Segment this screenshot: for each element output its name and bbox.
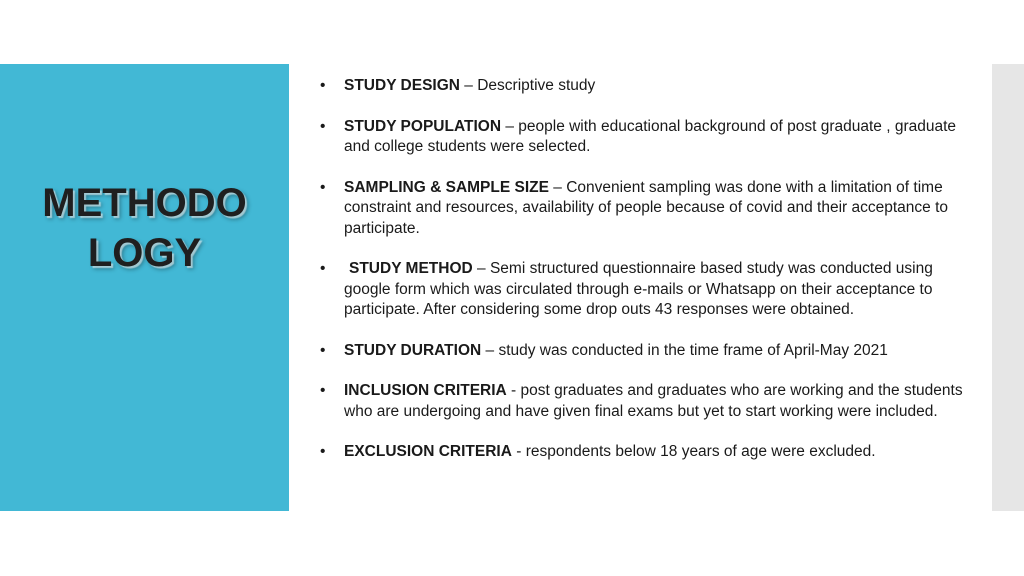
- slide-title-line-1: METHODO: [42, 181, 247, 225]
- slide-title: [0, 178, 289, 278]
- bullet-marker: •: [320, 117, 326, 135]
- bullet-text: people with educational background of post graduate , graduate and college students were selected.: [344, 117, 957, 155]
- bullet-term: SAMPLING & SAMPLE SIZE: [344, 178, 549, 196]
- bullet-sampling-sample-size: [320, 178, 975, 240]
- bullet-study-duration: [320, 341, 975, 362]
- bullet-study-design: [320, 76, 975, 97]
- bullet-term: STUDY DESIGN: [344, 77, 460, 94]
- bullet-text: study was conducted in the time frame of April-May 2021: [498, 341, 888, 359]
- bullet-separator: –: [472, 260, 490, 277]
- bullet-separator: -: [506, 382, 521, 399]
- bullet-separator: –: [548, 178, 567, 196]
- bullet-marker: •: [320, 382, 326, 399]
- bullet-marker: •: [320, 178, 326, 196]
- bullet-term: EXCLUSION CRITERIA: [344, 443, 512, 460]
- bullet-inclusion-criteria: [320, 381, 975, 422]
- bullet-separator: -: [511, 443, 526, 460]
- slide-title-line-2: LOGY: [87, 231, 202, 275]
- bullet-exclusion-criteria: [320, 442, 975, 463]
- bullet-text: Convenient sampling was done with a limitation of time constraint and resources, availability of people because of covid and their acceptance to participate.: [344, 178, 949, 237]
- bullet-text: Semi structured questionnaire based study was conducted using google form which was circulated through e-mails or Whatsapp on their acceptance to participate. After considering some drop outs 43 responses were obtained.: [344, 260, 933, 318]
- bullet-study-population: [320, 117, 975, 158]
- bullet-separator: –: [481, 341, 499, 359]
- bullet-text: Descriptive study: [477, 77, 596, 94]
- bullet-study-method: [320, 259, 975, 321]
- bullet-separator: –: [501, 117, 519, 135]
- bullet-marker: •: [320, 341, 326, 359]
- title-panel: [0, 64, 289, 511]
- bullet-marker: •: [320, 443, 326, 460]
- bullet-term: STUDY DURATION: [344, 341, 482, 359]
- bullet-text: respondents below 18 years of age were excluded.: [525, 443, 876, 460]
- bullet-term: STUDY METHOD: [349, 260, 473, 277]
- bullet-term: INCLUSION CRITERIA: [344, 382, 507, 399]
- bullet-separator: –: [460, 77, 478, 94]
- bullet-text: post graduates and graduates who are working and the students who are undergoing and have given final exams but yet to start working were included.: [344, 382, 963, 420]
- bullet-list: [320, 76, 975, 463]
- bullet-marker: •: [320, 260, 326, 277]
- bullet-marker: •: [320, 77, 326, 94]
- right-decorative-bar: [992, 64, 1024, 511]
- bullet-term: STUDY POPULATION: [344, 117, 502, 135]
